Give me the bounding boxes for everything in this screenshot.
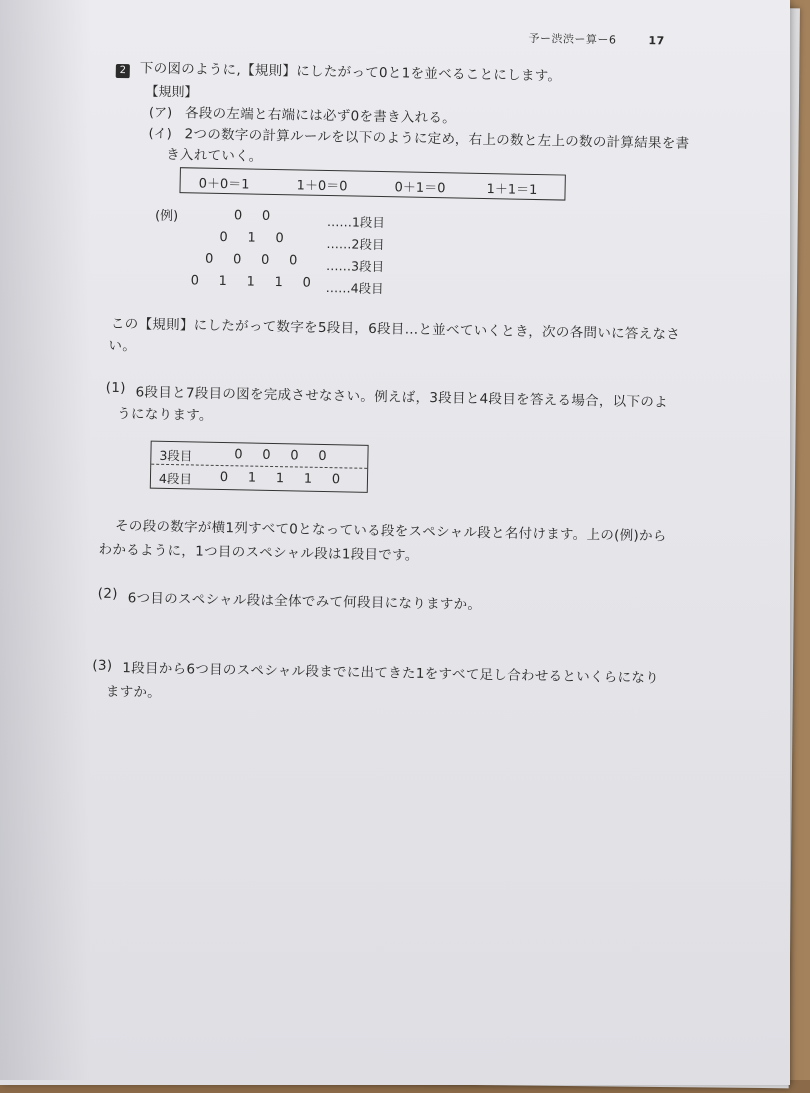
calc-rules-box <box>179 167 565 200</box>
q3-text-line1: 1段目から6つ目のスペシャル段までに出てきた1をすべて足し合わせるといくらになり <box>122 660 660 687</box>
rule-i-text-line1: 2つの数字の計算ルールを以下のように定め，右上の数と左上の数の計算結果を書 <box>184 126 690 152</box>
triangle-digit: 0 <box>219 229 228 246</box>
special-definition-line2: わかるように，1つ目のスペシャル段は1段目です。 <box>98 541 419 564</box>
instruction-line1: この【規則】にしたがって数字を5段目，6段目…と並べていくとき，次の各問いに答えなさ <box>110 315 681 343</box>
triangle-digit: 1 <box>274 275 284 291</box>
example-label: (例) <box>154 208 179 225</box>
instruction-line2: い。 <box>108 337 137 355</box>
answer-digit: 1 <box>275 471 285 487</box>
triangle-digit: 0 <box>190 273 200 289</box>
answer-row-label: 4段目 <box>158 470 193 487</box>
triangle-digit: 0 <box>302 275 312 291</box>
answer-example-box <box>150 441 369 493</box>
answer-digit: 0 <box>290 448 299 464</box>
triangle-digit: 1 <box>218 273 228 290</box>
triangle-digit: 1 <box>247 230 256 246</box>
q1-label: (1) <box>105 379 126 397</box>
answer-digit: 0 <box>318 448 327 465</box>
triangle-digit: 1 <box>246 274 256 290</box>
problem-intro: 下の図のように,【規則】にしたがって0と1を並べることにします。 <box>139 60 562 85</box>
answer-digit: 1 <box>247 470 257 486</box>
triangle-digit: 0 <box>261 208 271 224</box>
answer-digit: 0 <box>219 469 229 486</box>
q2-text: 6つ目のスペシャル段は全体でみて何段目になりますか。 <box>127 590 482 614</box>
q1-text-line1: 6段目と7段目の図を完成させなさい。例えば，3段目と4段目を答える場合，以下のよ <box>135 384 669 411</box>
q2-label: (2) <box>97 585 118 603</box>
answer-row-label: 3段目 <box>159 447 193 464</box>
row-label: ……1段目 <box>326 214 386 231</box>
section-header: 予ー渋渋ー算ー6 <box>528 31 617 47</box>
triangle-digit: 0 <box>275 231 284 247</box>
q1-text-line2: うになります。 <box>117 406 213 424</box>
calc-rule: 0＋0＝1 <box>198 176 250 193</box>
triangle-digit: 0 <box>288 253 298 269</box>
problem-number: 2 <box>116 64 130 78</box>
problem-number-badge <box>116 58 130 78</box>
answer-digit: 0 <box>262 447 271 463</box>
row-label: ……4段目 <box>325 279 384 297</box>
rules-title: 【規則】 <box>145 84 198 101</box>
triangle-digit: 0 <box>204 251 214 267</box>
answer-digit: 0 <box>331 472 341 488</box>
calc-rule: 1＋1＝1 <box>486 182 538 199</box>
triangle-digit: 0 <box>260 252 270 268</box>
page-number: 17 <box>648 34 665 48</box>
special-definition-line1: その段の数字が横1列すべて0となっている段をスペシャル段と名付けます。上の(例)から <box>114 517 667 545</box>
rule-i-label: (イ) <box>148 126 172 143</box>
answer-digit: 0 <box>234 447 243 463</box>
rule-i-text-line2: き入れていく。 <box>166 146 263 165</box>
q3-text-line2: ますか。 <box>105 683 162 701</box>
q3-label: (3) <box>92 657 113 674</box>
triangle-digit: 0 <box>232 252 242 268</box>
rule-a-label: (ア) <box>148 105 173 122</box>
row-label: ……2段目 <box>326 235 385 253</box>
calc-rule: 1＋0＝0 <box>296 178 348 195</box>
dashed-divider <box>151 464 367 469</box>
row-label: ……3段目 <box>325 257 385 275</box>
calc-rule: 0＋1＝0 <box>394 180 446 197</box>
rule-a-text: 各段の左端と右端には必ず0を書き入れる。 <box>184 105 457 127</box>
triangle-digit: 0 <box>233 208 243 224</box>
answer-digit: 1 <box>303 471 313 487</box>
